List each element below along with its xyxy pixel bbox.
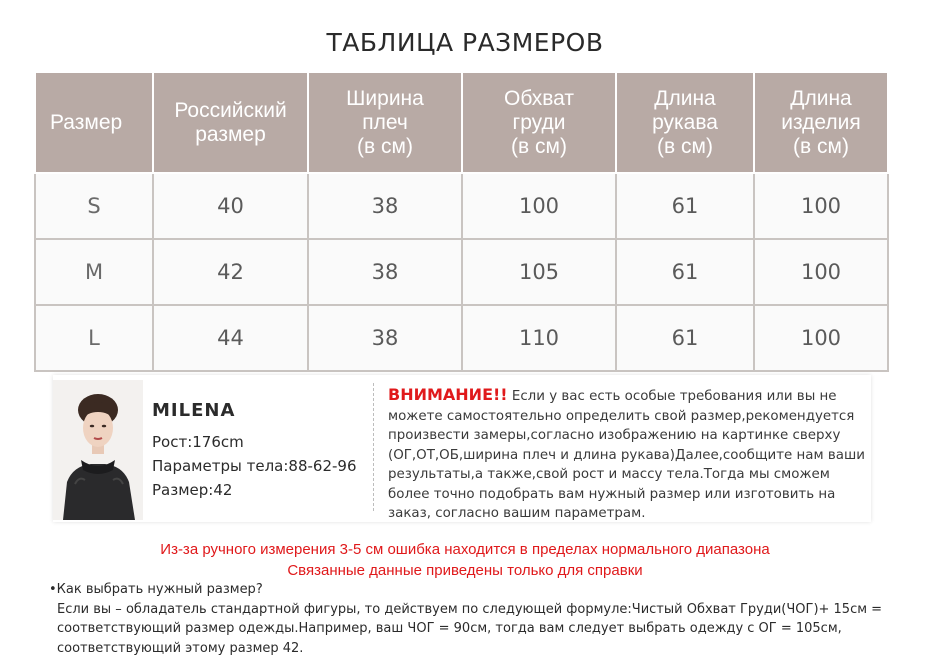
header-garment-length <box>754 72 888 173</box>
model-params: Параметры тела:88-62-96 <box>152 457 357 475</box>
header-shoulder-width-l3: (в см) <box>357 134 413 158</box>
table-cell: 38 <box>308 305 462 371</box>
header-shoulder-width-l1: Ширина <box>346 86 424 110</box>
header-russian-size <box>153 72 308 173</box>
how-to-answer: Если вы – обладатель стандартной фигуры, то действуем по следующей формуле:Чистый Обхват Груди(ЧОГ)+ 15см = соответствующий размер одежды.Например, ваш ЧОГ = 90см, тогда вам следует выбрать одежду с ОГ = 105см, соответствующий этому размер 42. <box>57 601 883 656</box>
table-cell: 110 <box>462 305 616 371</box>
table-cell: M <box>35 239 153 305</box>
how-to-choose <box>49 580 889 658</box>
header-sleeve-length-l1: Длина <box>654 86 716 110</box>
table-cell: 100 <box>462 173 616 239</box>
header-russian-size-l2: размер <box>195 122 266 146</box>
header-shoulder-width-l2: плеч <box>362 110 408 134</box>
table-cell: 42 <box>153 239 308 305</box>
warning-text: Если у вас есть особые требования или вы не можете самостоятельно определить свой размер,рекомендуется произвести замеры,согласно изображению на картинке сверху (ОГ,ОТ,ОБ,ширина плеч и длина рукава)Далее,сообщите нам ваши результаты,а также,свой рост и массу тела.Тогда мы сможем более точно подобрать вам нужный размер или изготовить на заказ, согласно вашим параметрам. <box>388 389 865 521</box>
model-size: Размер:42 <box>152 481 233 499</box>
model-photo-illustration <box>53 380 143 520</box>
header-chest <box>462 72 616 173</box>
table-cell: 40 <box>153 173 308 239</box>
header-chest-l2: груди <box>512 110 566 134</box>
size-table <box>34 71 889 372</box>
how-to-question: •Как выбрать нужный размер? <box>49 582 263 597</box>
table-cell: 61 <box>616 239 754 305</box>
header-chest-l1: Обхват <box>504 86 574 110</box>
table-row <box>35 239 888 305</box>
warning-heading: ВНИМАНИЕ!! <box>388 385 508 404</box>
header-sleeve-length-l2: рукава <box>652 110 718 134</box>
table-cell: 61 <box>616 173 754 239</box>
table-row <box>35 305 888 371</box>
table-cell: 105 <box>462 239 616 305</box>
header-shoulder-width <box>308 72 462 173</box>
header-garment-length-l1: Длина <box>790 86 852 110</box>
table-cell: 100 <box>754 173 888 239</box>
header-chest-l3: (в см) <box>511 134 567 158</box>
table-cell: 100 <box>754 239 888 305</box>
model-name: MILENA <box>152 400 236 421</box>
header-sleeve-length <box>616 72 754 173</box>
table-cell: S <box>35 173 153 239</box>
table-row <box>35 173 888 239</box>
measurement-error-note: Из-за ручного измерения 3-5 см ошибка находится в пределах нормального диапазона <box>160 541 770 558</box>
header-garment-length-l2: изделия <box>781 110 861 134</box>
page-title: ТАБЛИЦА РАЗМЕРОВ <box>326 28 604 57</box>
table-cell: L <box>35 305 153 371</box>
warning-block <box>388 385 868 524</box>
model-info-box <box>53 375 871 522</box>
table-cell: 61 <box>616 305 754 371</box>
size-table-header-row <box>35 72 888 173</box>
reference-note: Связанные данные приведены только для справки <box>287 562 643 579</box>
table-cell: 38 <box>308 173 462 239</box>
header-sleeve-length-l3: (в см) <box>657 134 713 158</box>
model-photo <box>53 380 143 520</box>
header-garment-length-l3: (в см) <box>793 134 849 158</box>
table-cell: 100 <box>754 305 888 371</box>
header-size-l1: Размер <box>50 110 123 134</box>
dashed-divider <box>373 383 374 511</box>
table-cell: 44 <box>153 305 308 371</box>
header-size <box>35 72 153 173</box>
model-height: Рост:176cm <box>152 433 244 451</box>
header-russian-size-l1: Российский <box>174 98 287 122</box>
table-cell: 38 <box>308 239 462 305</box>
